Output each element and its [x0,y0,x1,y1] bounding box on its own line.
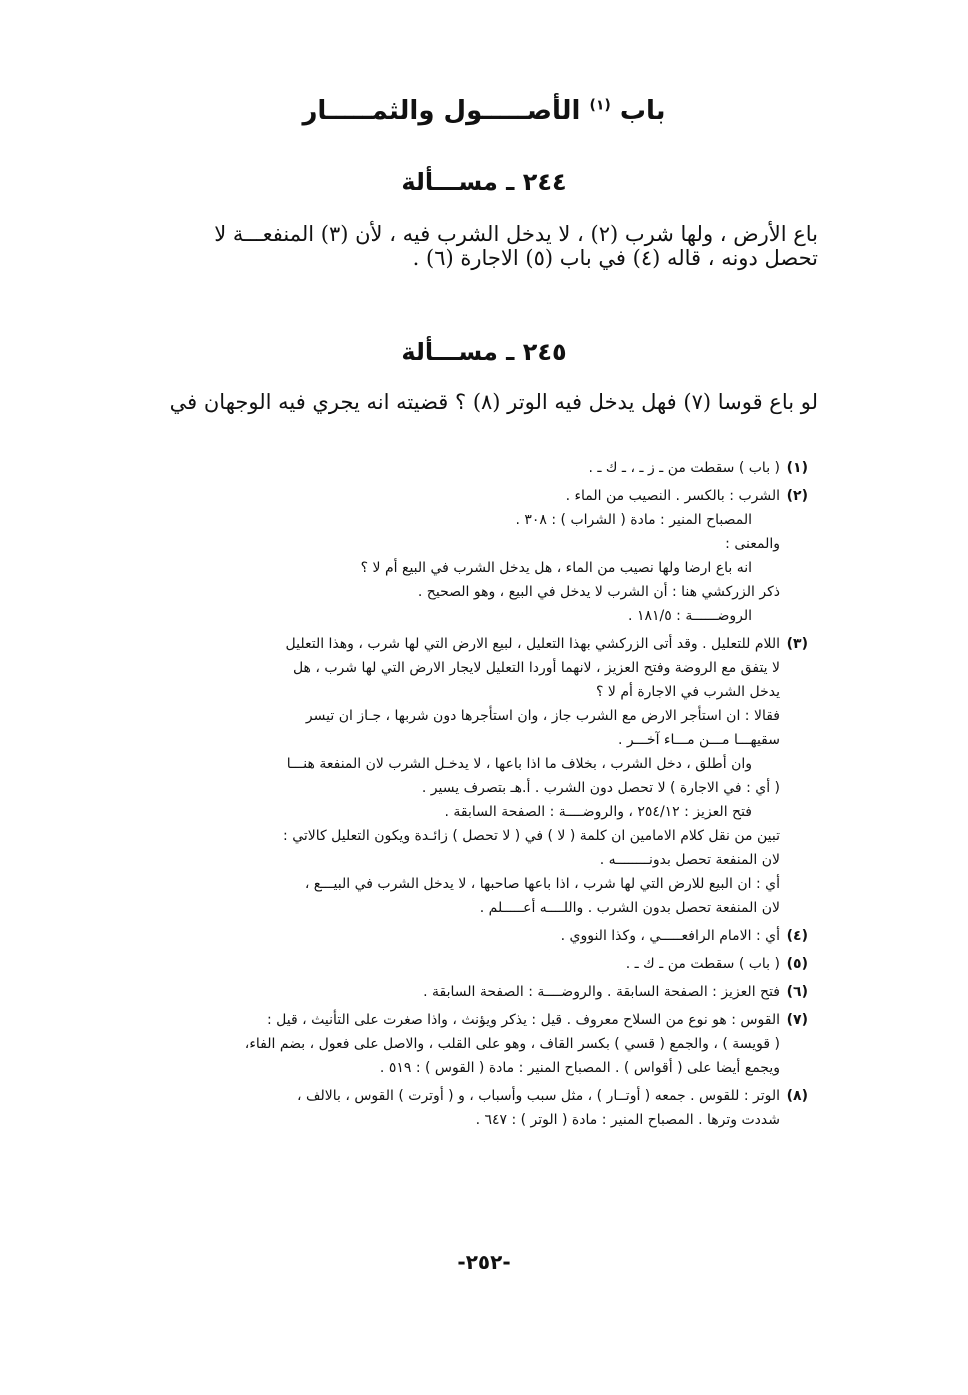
chapter-footnote-ref: (١) [589,97,611,114]
footnote [115,952,808,976]
footnote-line: ( أي : في الاجارة ) لا تحصل دون الشرب . أ.هـ بتصرف يسير . [421,780,780,796]
footnote [115,456,808,480]
footnote-number: (٣) [786,636,808,652]
footnote-number: (٤) [786,928,808,944]
footnote [115,632,808,920]
footnote-line: ( باب ) سقطت من ـ ك ـ . [625,956,780,972]
footnote-line: يدخل الشرب في الاجارة أم لا ؟ [596,684,780,700]
footnote-line: القوس : هو نوع من السلاح معروف . قيل : يذكر ويؤنث ، واذا صغرت على التأنيث ، قيل : [267,1012,780,1028]
footnote-body [115,980,780,1004]
footnote-number: (٦) [786,984,808,1000]
footnote-number: (٥) [786,956,808,972]
footnote-body [115,952,780,976]
footnote-line: شددت وترها . المصباح المنير : مادة ( الوتر ) : ٦٤٧ . [475,1112,780,1128]
footnote [115,1084,808,1132]
footnote-line: اللام للتعليل . وقد أتى الزركشي بهذا التعليل ، لبيع الارض التي لها شرب ، وهذا التعليل [285,636,780,652]
footnote-number: (٢) [786,488,808,504]
footnote-line: فتح العزيز : الصفحة السابقة . والروضــــة : الصفحة السابقة . [423,984,780,1000]
chapter-title [0,96,968,126]
footnote-line: ( باب ) سقطت من ـ ز ـ ، ـ ك ـ . [588,460,780,476]
footnote-line: فقالا : ان استأجر الارض مع الشرب جاز ، وان استأجرها دون شربها ، جـاز ان تيسر [305,708,780,724]
footnote-number: (٨) [786,1088,808,1104]
footnote-line: ذكر الزركشي هنا : أن الشرب لا يدخل في البيع ، وهو الصحيح . [417,584,780,600]
footnote [115,1008,808,1080]
footnote [115,924,808,948]
footnote-body [115,1008,780,1080]
footnote-line: ويجمع أيضا على ( أقواس ) . المصباح المنير : مادة ( القوس ) : ٥١٩ . [379,1060,780,1076]
footnote-body [115,632,780,920]
footnote-number: (١) [786,460,808,476]
footnote-body [115,456,780,480]
issue-heading-244: ٢٤٤ ـ مســـألة [401,168,567,196]
footnote-line: أي : ان البيع للارض التي لها شرب ، اذا باعها صاحبها ، لا يدخل الشرب في البيـــع ، [304,876,780,892]
footnote-line: الروضــــــة : ١٨١/٥ . [628,608,752,624]
footnote-line: لان المنفعة تحصل بدونــــــــه . [599,852,780,868]
issue-text-line: تحصل دونه ، قاله (٤) في باب (٥) الاجارة (٦) . [412,246,818,270]
footnote-line: أي : الامام الرافعـــــي ، وكذا النووي . [560,928,780,944]
chapter-word: باب [619,96,666,126]
footnotes [115,456,808,1136]
issue-text-245 [95,390,818,414]
footnote [115,980,808,1004]
footnote-line: تبين من نقل كلام الامامين ان كلمة ( لا ) في ( لا تحصل ) زائـدة ويكون التعليل كالاتي : [283,828,780,844]
footnote-line: سقيهـــا مـــن مـــاء آخـــر . [618,732,780,748]
footnote-line: انه باع ارضا ولها نصيب من الماء ، هل يدخل الشرب في البيع أم لا ؟ [360,560,752,576]
footnote-line: الوتر : للقوس . جمعه ( أوتــار ) ، مثل سبب وأسباب ، و ( أوترت ) القوس ، بالالف ، [297,1088,780,1104]
footnote-body [115,484,780,628]
footnote [115,484,808,628]
footnote-line: والمعنى : [725,536,780,552]
footnote-line: ( قويسة ) ، والجمع ( قسي ) بكسر القاف ، وهو على القلب ، والاصل على فعول ، بضم الفاء، [244,1036,780,1052]
footnote-line: فتح العزيز : ٢٥٤/١٢ ، والروضــــة : الصفحة السابقة . [444,804,752,820]
footnote-line: لا يتفق مع الروضة وفتح العزيز ، لانهما أوردا التعليل لايجار الارض التي لها شرب ، هل [292,660,780,676]
issue-heading-245: ٢٤٥ ـ مســـألة [401,338,567,366]
footnote-body [115,924,780,948]
footnote-line: لان المنفعة تحصل بدون الشرب . واللــــه أعـــــلم . [479,900,780,916]
footnote-body [115,1084,780,1132]
issue-text-line: باع الأرض ، ولها شرب (٢) ، لا يدخل الشرب فيه ، لأن (٣) المنفعـــة لا [214,222,818,246]
footnote-number: (٧) [786,1012,808,1028]
page-number: -٢٥٢- [457,1250,511,1274]
issue-text-line: لو باع قوسا (٧) فهل يدخل فيه الوتر (٨) ؟ قضيته انه يجري فيه الوجهان في [169,390,818,414]
footnote-line: الشرب : بالكسر . النصيب من الماء . [565,488,780,504]
chapter-name: الأصـــــول والثمـــــار [302,96,581,126]
footnote-line: المصباح المنير : مادة ( الشراب ) : ٣٠٨ . [515,512,752,528]
issue-text-244 [95,222,818,270]
footnote-line: وان أطلق ، دخل الشرب ، بخلاف ما اذا باعها ، لا يدخـل الشرب لان المنفعة هنـــا [286,756,752,772]
